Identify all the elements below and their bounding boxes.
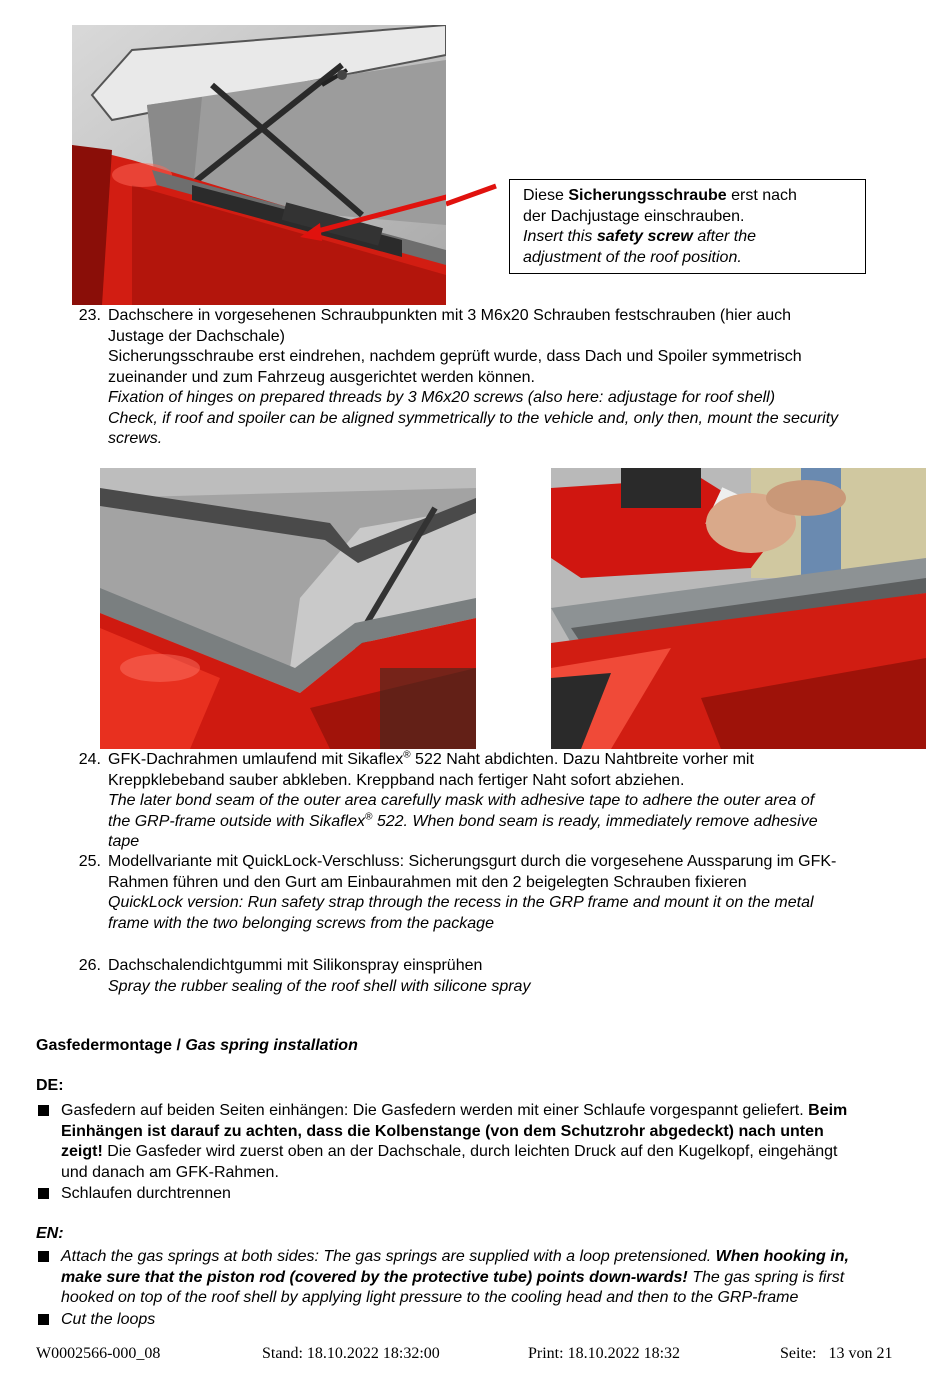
section-heading: Gasfedermontage / Gas spring installation bbox=[36, 1037, 358, 1054]
de-label: DE: bbox=[36, 1077, 64, 1094]
safety-screw-callout: Diese Sicherungsschraube erst nach der Dachjustage einschrauben. Insert this safety screw after the adjustment of the roof position. bbox=[509, 179, 866, 274]
photo-roof-hinge bbox=[72, 25, 446, 305]
footer-print: Print: 18.10.2022 18:32 bbox=[528, 1345, 681, 1362]
bullet-square-icon bbox=[38, 1314, 49, 1325]
footer-doc-number: W0002566-000_08 bbox=[36, 1345, 161, 1362]
footer-stand: Stand: 18.10.2022 18:32:00 bbox=[262, 1345, 440, 1362]
bullet-square-icon bbox=[38, 1188, 49, 1199]
footer-page: Seite: 13 von 21 bbox=[780, 1345, 893, 1362]
en-label: EN: bbox=[36, 1225, 64, 1242]
photo-roof-corner bbox=[100, 468, 476, 749]
bullet-square-icon bbox=[38, 1251, 49, 1262]
bullet-square-icon bbox=[38, 1105, 49, 1116]
photo-sealant-application bbox=[551, 468, 926, 749]
arrow-icon bbox=[446, 180, 506, 210]
